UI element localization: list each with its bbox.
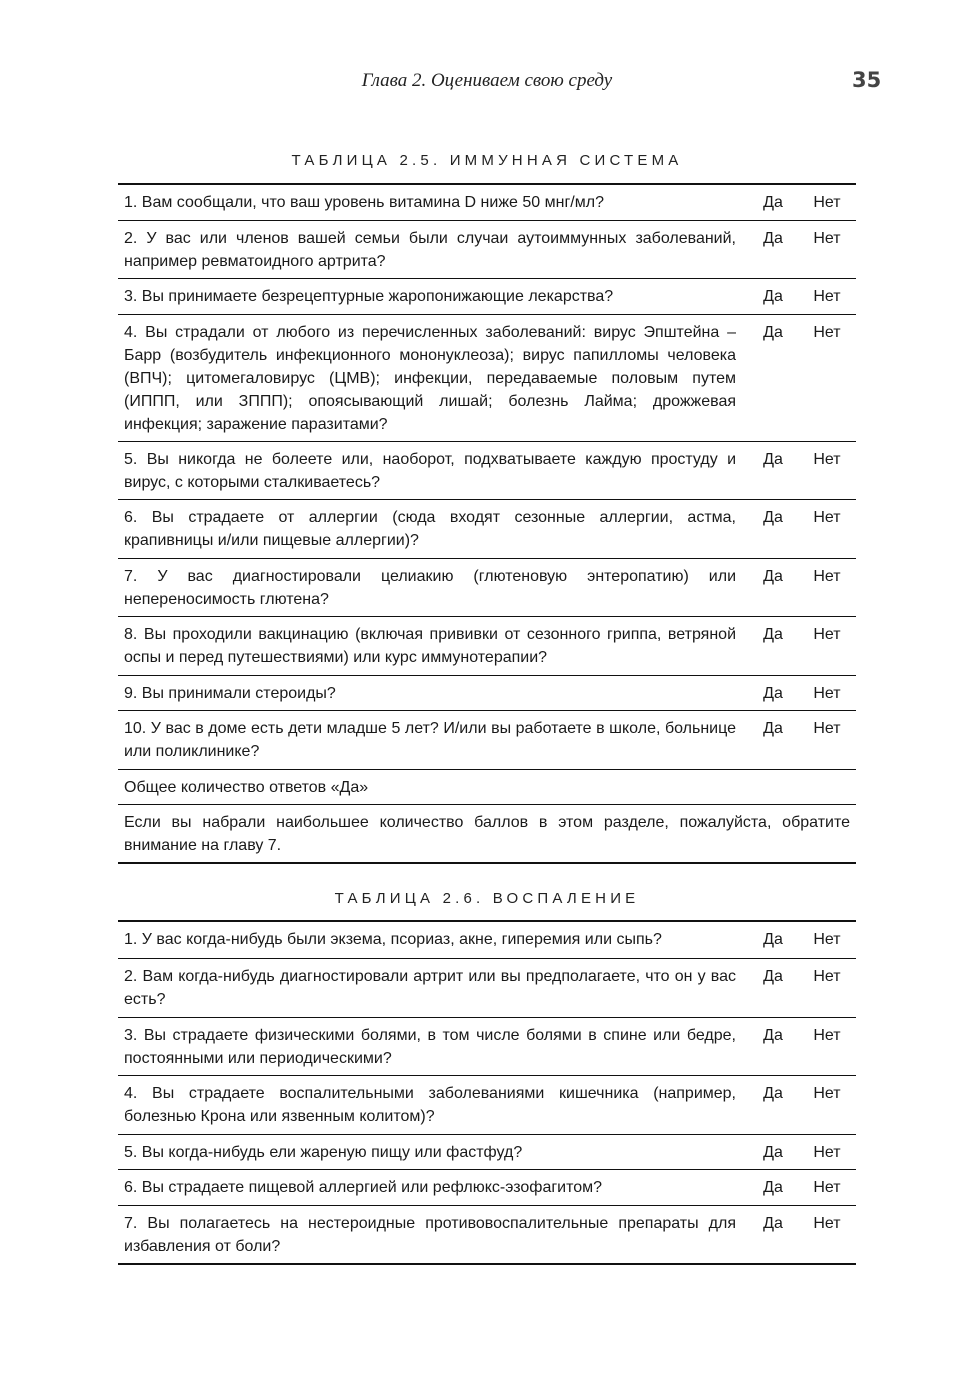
answer-yes: Да (763, 1085, 783, 1102)
answer-yes: Да (763, 509, 783, 526)
table-row (118, 220, 856, 278)
question-text: 6. Вы страдаете пищевой аллергией или рефлюкс-эзофагитом? (124, 1179, 603, 1196)
table-row (118, 441, 856, 499)
table-row (118, 1017, 856, 1075)
table-row (118, 958, 856, 1017)
answer-yes: Да (763, 685, 783, 702)
question-text: 7. Вы полагаетесь на нестероидные противовоспалительные препараты для избавления от боли? (124, 1215, 736, 1255)
answer-no: Нет (813, 451, 841, 468)
answer-no: Нет (813, 509, 841, 526)
answer-yes: Да (763, 1027, 783, 1044)
answer-no: Нет (813, 568, 841, 585)
table-row (118, 675, 856, 710)
answer-no: Нет (813, 324, 841, 341)
table-row (118, 1075, 856, 1134)
question-text: 1. Вам сообщали, что ваш уровень витамина D ниже 50 мнг/мл? (124, 194, 604, 211)
note-row (118, 804, 856, 862)
answer-yes: Да (763, 324, 783, 341)
answer-no: Нет (813, 230, 841, 247)
table-title-inflammation: ТАБЛИЦА 2.6. ВОСПАЛЕНИЕ (334, 890, 640, 907)
question-text: 5. Вы когда-нибудь ели жареную пищу или фастфуд? (124, 1144, 523, 1161)
running-head: Глава 2. Оцениваем свою среду (361, 70, 613, 91)
question-text: 5. Вы никогда не болеете или, наоборот, подхватываете каждую простуду и вирус, с которыми сталкиваетесь? (124, 451, 736, 491)
table-title-immune: ТАБЛИЦА 2.5. ИММУННАЯ СИСТЕМА (291, 152, 683, 169)
answer-no: Нет (813, 968, 841, 985)
table-row (118, 278, 856, 314)
answer-yes: Да (763, 194, 783, 211)
answer-yes: Да (763, 230, 783, 247)
answer-no: Нет (813, 626, 841, 643)
answer-yes: Да (763, 1215, 783, 1232)
answer-yes: Да (763, 931, 783, 948)
table-row (118, 1169, 856, 1205)
answer-no: Нет (813, 1085, 841, 1102)
inflammation-table (118, 920, 856, 1265)
answer-no: Нет (813, 720, 841, 737)
table-row (118, 499, 856, 558)
total-row (118, 769, 856, 804)
table-row (118, 922, 856, 958)
question-text: 4. Вы страдаете воспалительными заболеваниями кишечника (например, болезнью Крона или язвенным колитом)? (124, 1085, 736, 1125)
table-row (118, 616, 856, 675)
answer-yes: Да (763, 720, 783, 737)
question-text: 6. Вы страдаете от аллергии (сюда входят сезонные аллергии, астма, крапивницы и/или пищевые аллергии)? (124, 509, 736, 549)
table-row (118, 1134, 856, 1169)
question-text: 1. У вас когда-нибудь были экзема, псориаз, акне, гиперемия или сыпь? (124, 931, 662, 948)
answer-no: Нет (813, 288, 841, 305)
answer-yes: Да (763, 968, 783, 985)
question-text: 2. Вам когда-нибудь диагностировали артрит или вы предполагаете, что он у вас есть? (124, 968, 736, 1008)
question-text: 3. Вы принимаете безрецептурные жаропонижающие лекарства? (124, 288, 614, 305)
question-text: 2. У вас или членов вашей семьи были случаи аутоиммунных заболеваний, например ревматоидного артрита? (124, 230, 736, 270)
question-text: 8. Вы проходили вакцинацию (включая прививки от сезонного гриппа, ветряной оспы и перед путешествиями) или курс иммунотерапии? (124, 626, 736, 666)
total-yes-label: Общее количество ответов «Да» (124, 779, 369, 796)
question-text: 7. У вас диагностировали целиакию (глютеновую энтеропатию) или непереносимость глютена? (124, 568, 736, 608)
note-text: Если вы набрали наибольшее количество баллов в этом разделе, пожалуйста, обратите внимание на главу 7. (124, 814, 850, 854)
answer-no: Нет (813, 1027, 841, 1044)
table-row (118, 710, 856, 769)
answer-yes: Да (763, 568, 783, 585)
answer-yes: Да (763, 451, 783, 468)
answer-no: Нет (813, 1144, 841, 1161)
question-text: 3. Вы страдаете физическими болями, в том числе болями в спине или бедре, постоянными или периодическими? (124, 1027, 736, 1067)
question-text: 9. Вы принимали стероиды? (124, 685, 336, 702)
table-row (118, 558, 856, 616)
question-text: 10. У вас в доме есть дети младше 5 лет? И/или вы работаете в школе, больнице или поликлинике? (124, 720, 736, 760)
answer-yes: Да (763, 626, 783, 643)
answer-yes: Да (763, 1144, 783, 1161)
table-row (118, 314, 856, 441)
answer-no: Нет (813, 194, 841, 211)
answer-yes: Да (763, 1179, 783, 1196)
answer-no: Нет (813, 685, 841, 702)
answer-yes: Да (763, 288, 783, 305)
table-row (118, 1205, 856, 1263)
answer-no: Нет (813, 1179, 841, 1196)
answer-no: Нет (813, 1215, 841, 1232)
immune-system-table (118, 183, 856, 864)
page-number: 35 (852, 68, 882, 92)
question-text: 4. Вы страдали от любого из перечисленных заболеваний: вирус Эпштейна – Барр (возбудитель инфекционного мононуклеоза); вирус папилломы человека (ВПЧ); цитомегаловирус (ЦМВ); инфекции, передаваемые половым путем (ИППП, или ЗППП); опоясывающий лишай; болезнь Лайма; дрожжевая инфекция; заражение паразитами? (124, 324, 736, 433)
answer-no: Нет (813, 931, 841, 948)
table-row (118, 185, 856, 220)
